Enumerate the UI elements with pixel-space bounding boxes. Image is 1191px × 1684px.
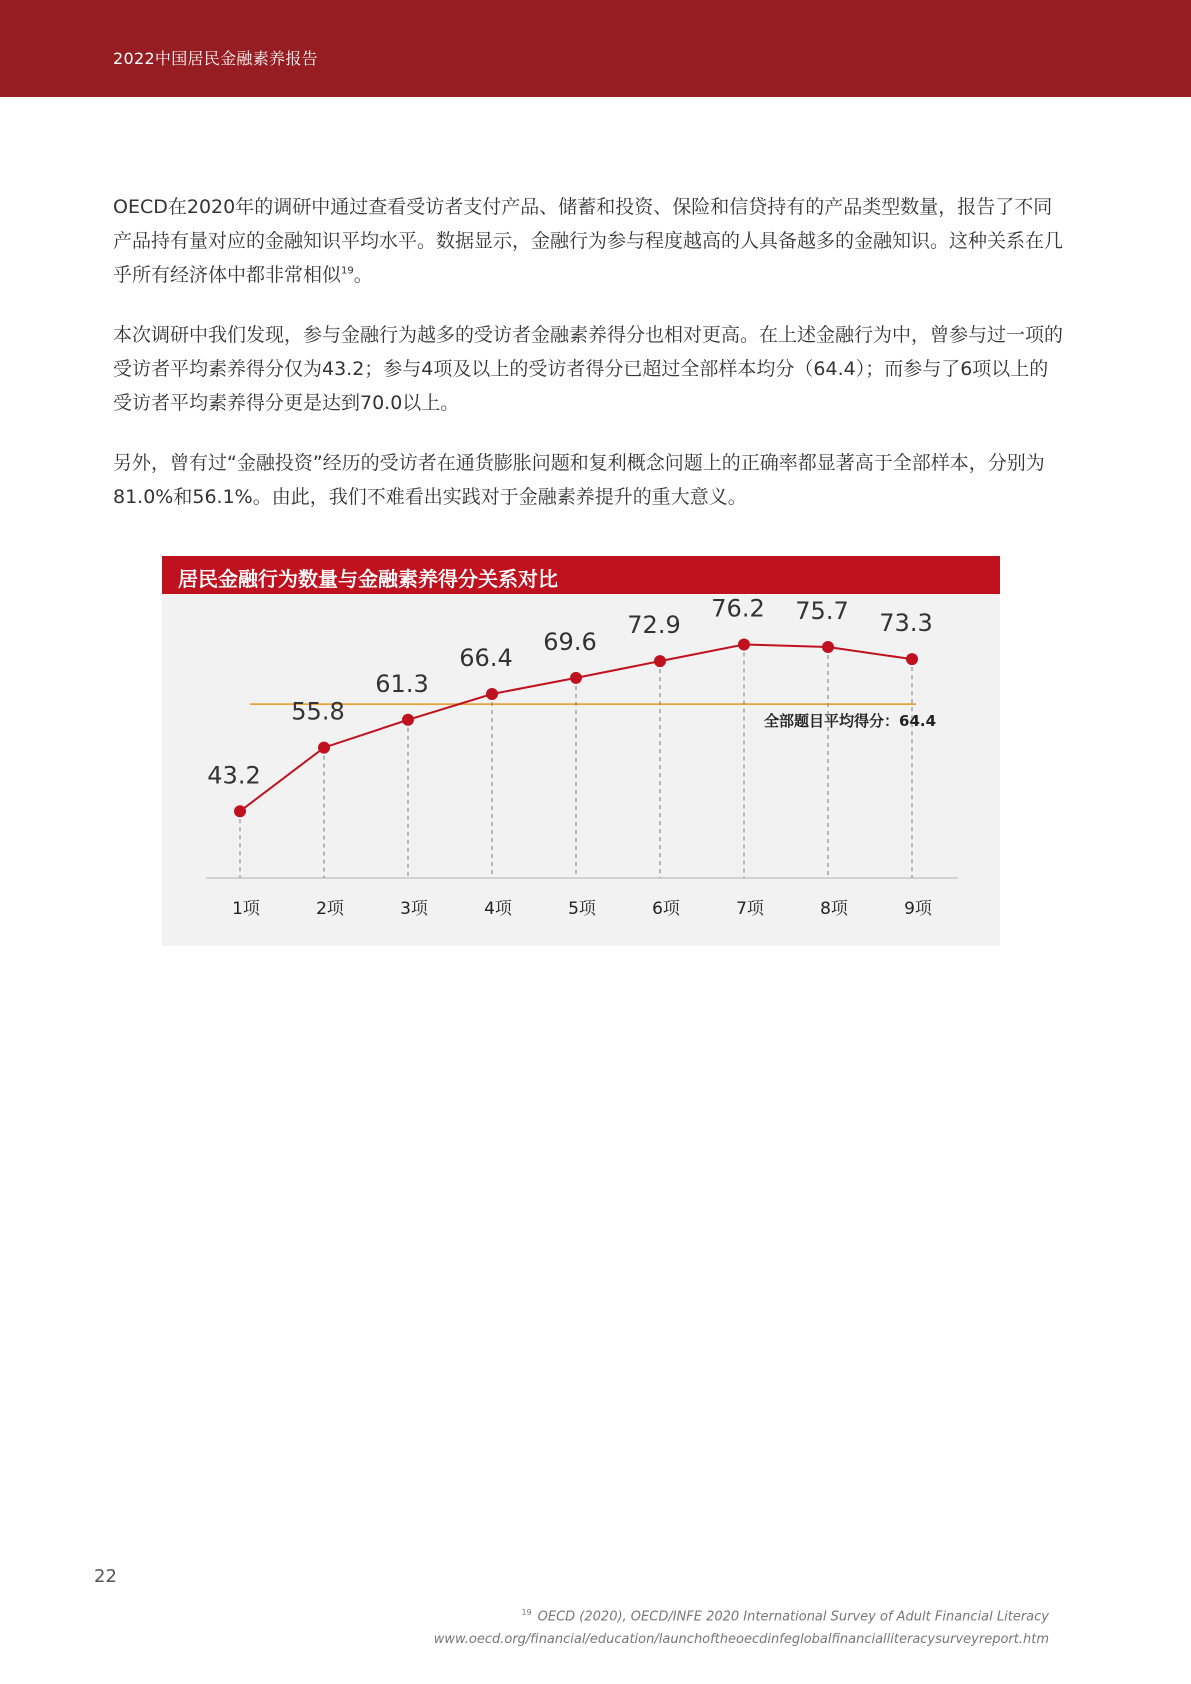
data-point bbox=[570, 672, 582, 684]
data-point bbox=[906, 653, 918, 665]
average-reference-label: 全部题目平均得分：64.4 bbox=[764, 712, 937, 731]
line-chart bbox=[162, 556, 1000, 946]
data-point bbox=[486, 688, 498, 700]
report-title: 2022中国居民金融素养报告 bbox=[113, 49, 318, 68]
category-label: 3项 bbox=[400, 899, 428, 919]
footnote-line-1 bbox=[434, 1601, 1049, 1628]
category-label: 6项 bbox=[652, 899, 680, 919]
data-label: 69.6 bbox=[543, 627, 597, 656]
data-label: 72.9 bbox=[627, 611, 681, 640]
data-point bbox=[318, 742, 330, 754]
footnote bbox=[434, 1601, 1049, 1651]
page-number: 22 bbox=[94, 1566, 117, 1587]
data-point bbox=[738, 638, 750, 650]
paragraph-investment: 另外，曾有过“金融投资”经历的受访者在通货膨胀问题和复利概念问题上的正确率都显著高于全部样本，分别为81.0%和56.1%。由此，我们不难看出实践对于金融素养提升的重大意义。 bbox=[113, 452, 1045, 508]
data-label: 66.4 bbox=[459, 644, 513, 673]
chart-card bbox=[162, 556, 1000, 946]
footnote-url: www.oecd.org/financial/education/launchoftheoecdinfeglobalfinancialliteracysurveyreport.htm bbox=[433, 1632, 1049, 1648]
category-label: 2项 bbox=[316, 899, 344, 919]
paragraph-oecd-tail: 。 bbox=[353, 264, 373, 286]
category-label: 1项 bbox=[232, 899, 260, 919]
paragraph-findings: 本次调研中我们发现，参与金融行为越多的受访者金融素养得分也相对更高。在上述金融行为中，曾参与过一项的受访者平均素养得分仅为43.2；参与4项及以上的受访者得分已超过全部样本均分（64.4）；而参与了6项以上的受访者平均素养得分更是达到70.0以上。 bbox=[113, 324, 1064, 414]
category-label: 7项 bbox=[736, 899, 764, 919]
data-label: 61.3 bbox=[375, 669, 429, 698]
category-label: 9项 bbox=[904, 899, 932, 919]
data-label: 43.2 bbox=[207, 761, 261, 790]
data-label: 76.2 bbox=[711, 594, 765, 623]
category-label: 4项 bbox=[484, 899, 512, 919]
footnote-marker: 19 bbox=[521, 1608, 532, 1617]
data-label: 73.3 bbox=[879, 609, 933, 638]
data-point bbox=[402, 714, 414, 726]
data-label: 75.7 bbox=[795, 597, 849, 626]
average-reference-value: 64.4 bbox=[899, 712, 937, 731]
footnote-ref: 19 bbox=[341, 265, 354, 277]
data-point bbox=[234, 805, 246, 817]
category-label: 8项 bbox=[820, 899, 848, 919]
data-label: 55.8 bbox=[291, 697, 345, 726]
footnote-citation: OECD (2020), OECD/INFE 2020 International Survey of Adult Financial Literacy bbox=[537, 1609, 1049, 1625]
paragraph-oecd-text: OECD在2020年的调研中通过查看受访者支付产品、储蓄和投资、保险和信贷持有的产品类型数量，报告了不同产品持有量对应的金融知识平均水平。数据显示，金融行为参与程度越高的人具备越多的金融知识。这种关系在几乎所有经济体中都非常相似 bbox=[113, 196, 1064, 286]
category-label: 5项 bbox=[568, 899, 596, 919]
paragraph-oecd bbox=[113, 190, 1063, 292]
chart-title: 居民金融行为数量与金融素养得分关系对比 bbox=[178, 567, 558, 591]
data-point bbox=[654, 655, 666, 667]
data-point bbox=[822, 641, 834, 653]
page-header bbox=[0, 0, 1191, 97]
